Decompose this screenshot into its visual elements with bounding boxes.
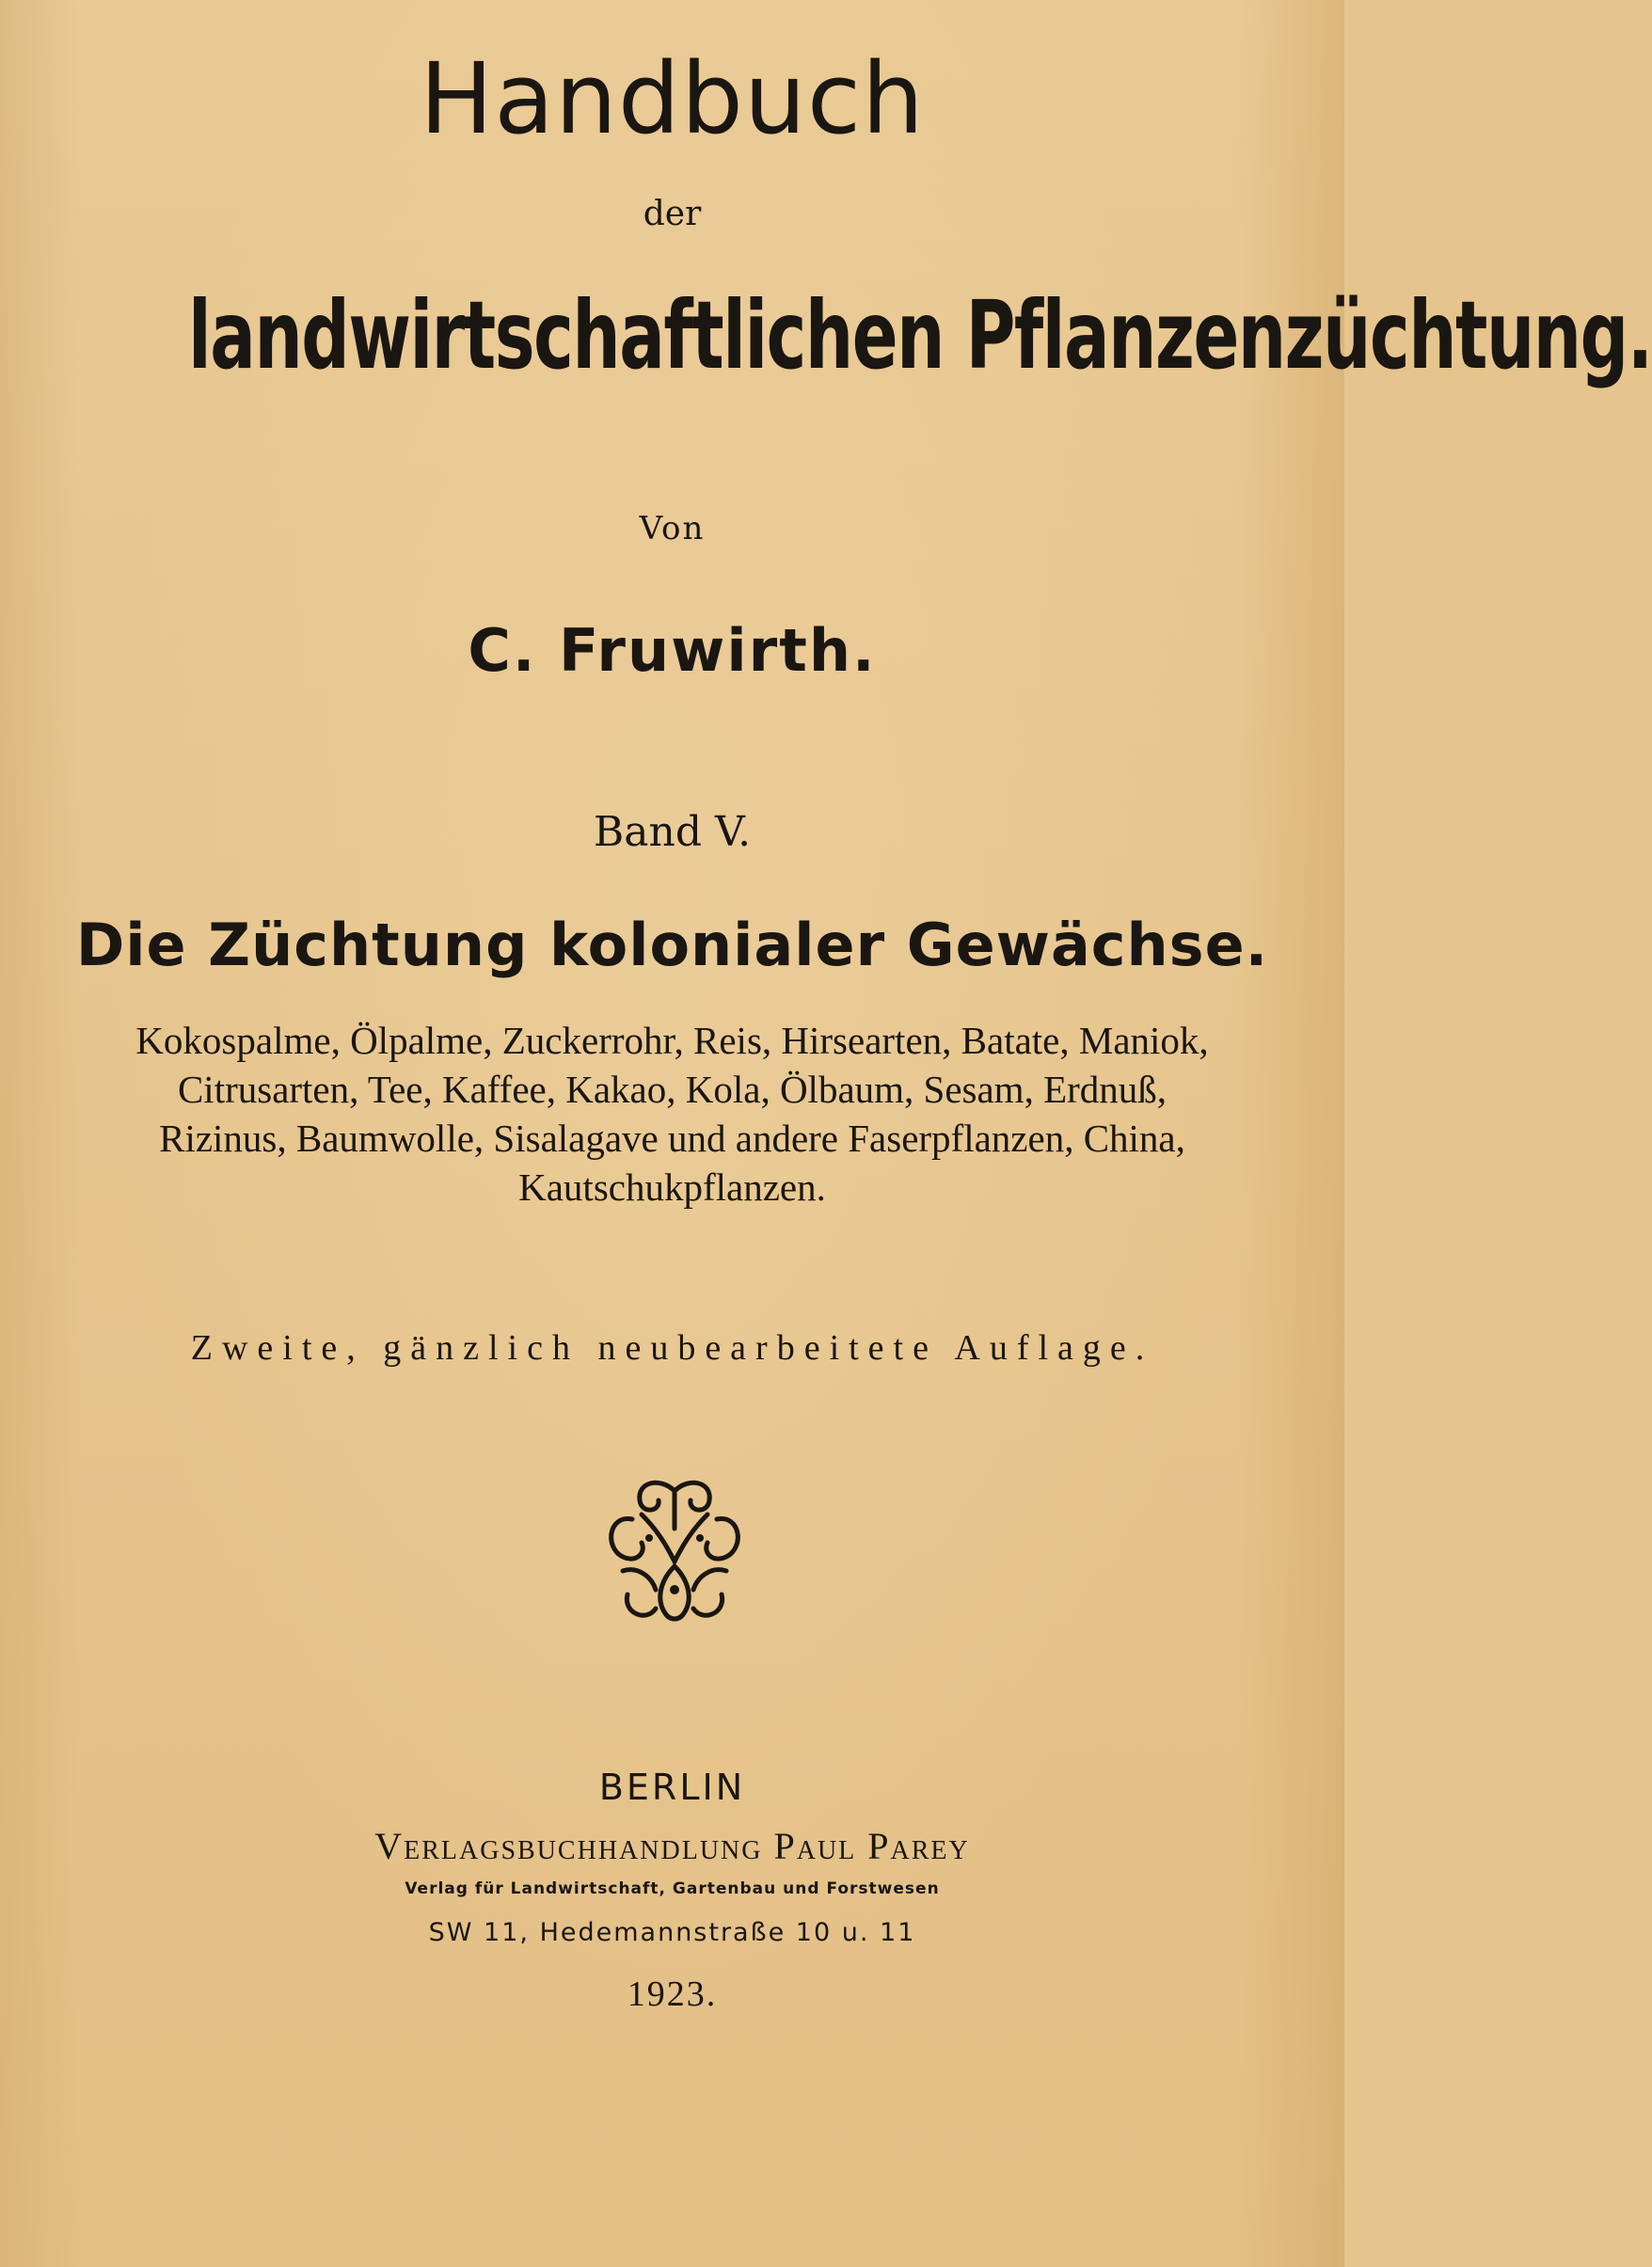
publisher-subtitle: Verlag für Landwirtschaft, Gartenbau und Forstwesen	[405, 1879, 940, 1898]
publisher-city: BERLIN	[598, 1767, 746, 1808]
byline-label: Von	[639, 510, 706, 547]
book-subject: landwirtschaftlichen Pflanzenzüchtung.	[188, 280, 1652, 390]
publisher-name: Verlagsbuchhandlung Paul Parey	[374, 1825, 970, 1867]
author-name: C. Fruwirth.	[468, 616, 877, 685]
publisher-address: SW 11, Hedemannstraße 10 u. 11	[428, 1918, 916, 1947]
volume-title: Die Züchtung kolonialer Gewächse.	[75, 911, 1269, 979]
contents-line: Rizinus, Baumwolle, Sisalagave und andere Faserpflanzen, China,	[159, 1117, 1185, 1160]
floral-ornament-icon	[595, 1472, 755, 1632]
book-title: Handbuch	[420, 41, 925, 156]
contents-line: Kautschukpflanzen.	[518, 1165, 826, 1209]
edition-note: Zweite, gänzlich neubearbeitete Auflage.	[190, 1328, 1154, 1368]
publication-year: 1923.	[627, 1974, 718, 2014]
contents-list	[9, 1016, 1335, 1212]
contents-line: Kokospalme, Ölpalme, Zuckerrohr, Reis, Hirsearten, Batate, Maniok,	[135, 1019, 1209, 1062]
title-connector: der	[643, 195, 702, 233]
contents-line: Citrusarten, Tee, Kaffee, Kakao, Kola, Ölbaum, Sesam, Erdnuß,	[177, 1068, 1168, 1111]
volume-number: Band V.	[593, 808, 752, 856]
